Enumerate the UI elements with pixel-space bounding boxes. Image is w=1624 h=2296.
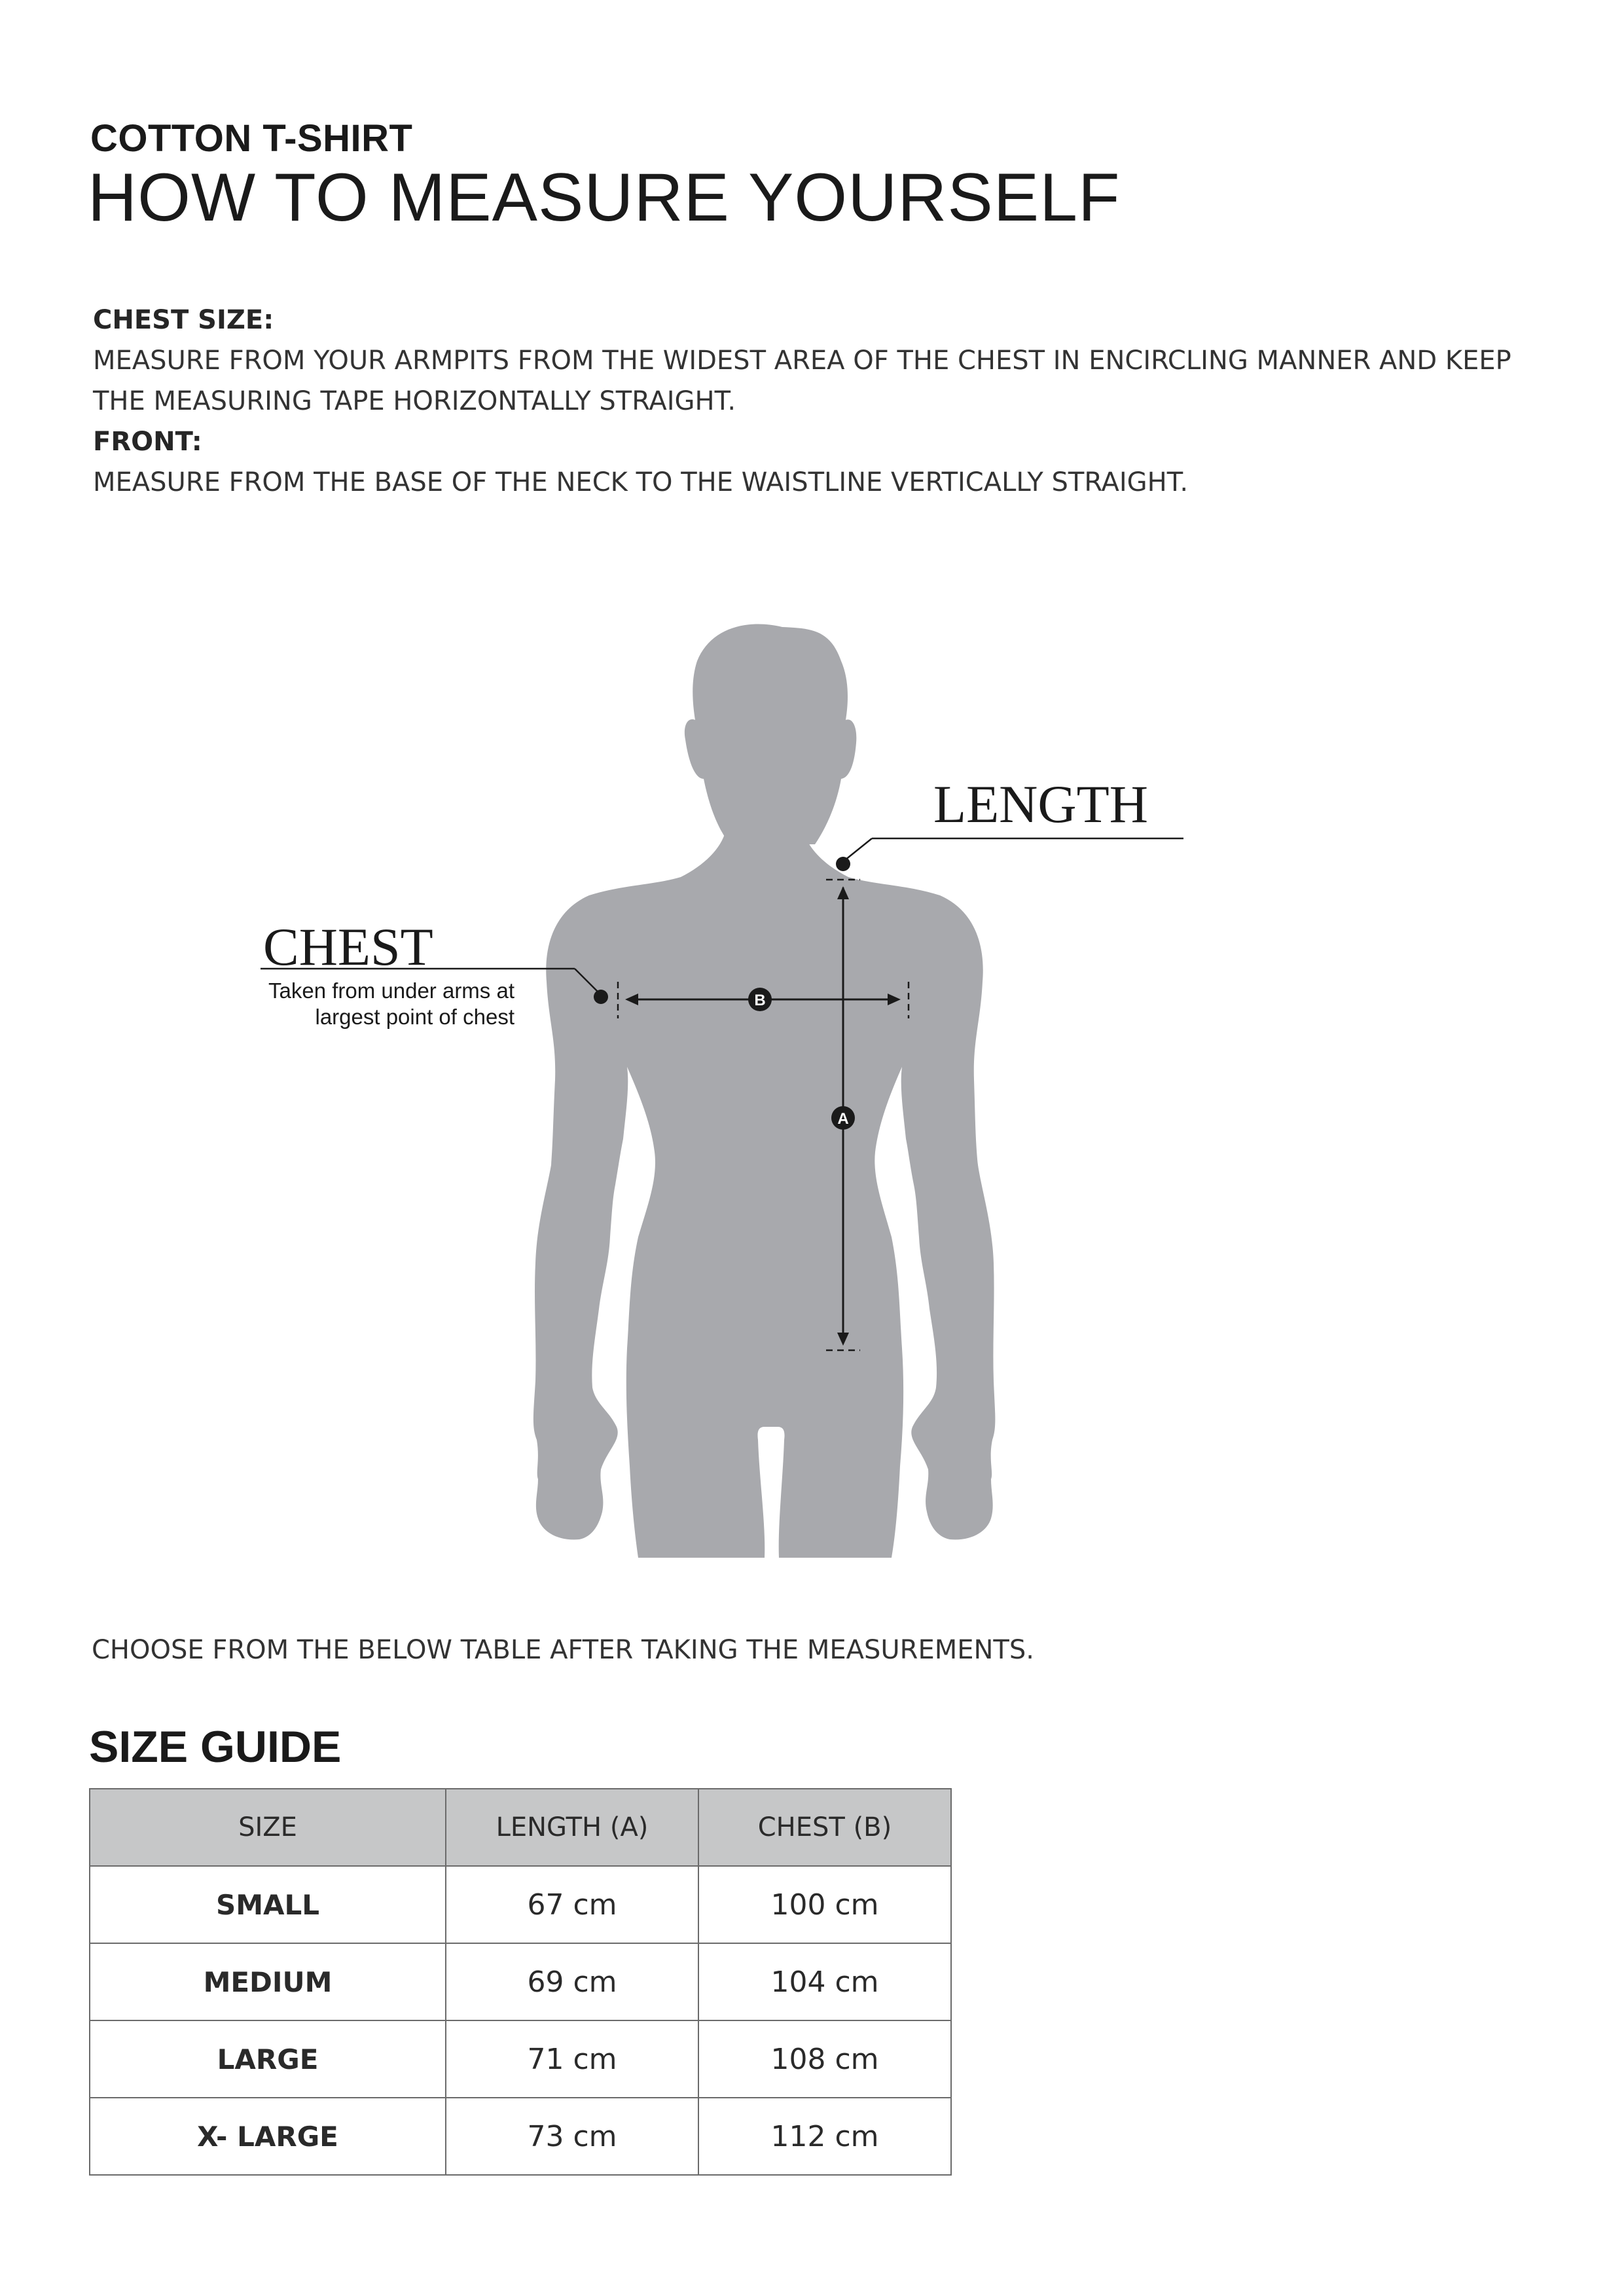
chest-note-line-1: Taken from under arms at xyxy=(268,978,514,1003)
column-header-chest: CHEST (B) xyxy=(698,1789,951,1866)
chest-label: CHEST xyxy=(263,917,433,977)
length-label: LENGTH xyxy=(933,774,1148,834)
table-header-row xyxy=(90,1789,951,1866)
chest-note-line-2: largest point of chest xyxy=(315,1005,514,1029)
marker-b-label: B xyxy=(754,992,766,1009)
marker-a-label: A xyxy=(837,1110,849,1128)
size-cell: MEDIUM xyxy=(90,1943,446,2020)
chest-size-label: CHEST SIZE: xyxy=(93,305,274,335)
body-silhouette xyxy=(533,624,996,1558)
table-row xyxy=(90,2020,951,2098)
chest-instruction-line-1: MEASURE FROM YOUR ARMPITS FROM THE WIDEST AREA OF THE CHEST IN ENCIRCLING MANNER AND KEEP xyxy=(93,346,1511,376)
product-title: COTTON T-SHIRT xyxy=(90,117,413,160)
size-cell: SMALL xyxy=(90,1866,446,1943)
length-cell: 71 cm xyxy=(446,2020,698,2098)
size-guide-table xyxy=(89,1788,952,2176)
choose-note: CHOOSE FROM THE BELOW TABLE AFTER TAKING THE MEASUREMENTS. xyxy=(92,1635,1034,1665)
length-point-marker xyxy=(836,857,850,871)
chest-cell: 108 cm xyxy=(698,2020,951,2098)
length-cell: 67 cm xyxy=(446,1866,698,1943)
table-row xyxy=(90,2098,951,2175)
size-cell: X- LARGE xyxy=(90,2098,446,2175)
length-cell: 69 cm xyxy=(446,1943,698,2020)
page-title: HOW TO MEASURE YOURSELF xyxy=(88,160,1121,236)
size-cell: LARGE xyxy=(90,2020,446,2098)
front-label: FRONT: xyxy=(93,427,202,457)
column-header-size: SIZE xyxy=(90,1789,446,1866)
size-guide-heading: SIZE GUIDE xyxy=(89,1722,342,1772)
column-header-length: LENGTH (A) xyxy=(446,1789,698,1866)
marker-b xyxy=(748,988,772,1011)
table-row xyxy=(90,1866,951,1943)
instructions-block xyxy=(93,300,1566,503)
chest-cell: 100 cm xyxy=(698,1866,951,1943)
chest-instruction-line-2: THE MEASURING TAPE HORIZONTALLY STRAIGHT. xyxy=(93,386,736,416)
body-measurement-figure xyxy=(0,589,1624,1597)
table-row xyxy=(90,1943,951,2020)
chest-cell: 104 cm xyxy=(698,1943,951,2020)
chest-point-marker xyxy=(594,990,608,1004)
length-cell: 73 cm xyxy=(446,2098,698,2175)
chest-cell: 112 cm xyxy=(698,2098,951,2175)
marker-a xyxy=(831,1106,855,1130)
front-instruction: MEASURE FROM THE BASE OF THE NECK TO THE WAISTLINE VERTICALLY STRAIGHT. xyxy=(93,467,1189,497)
